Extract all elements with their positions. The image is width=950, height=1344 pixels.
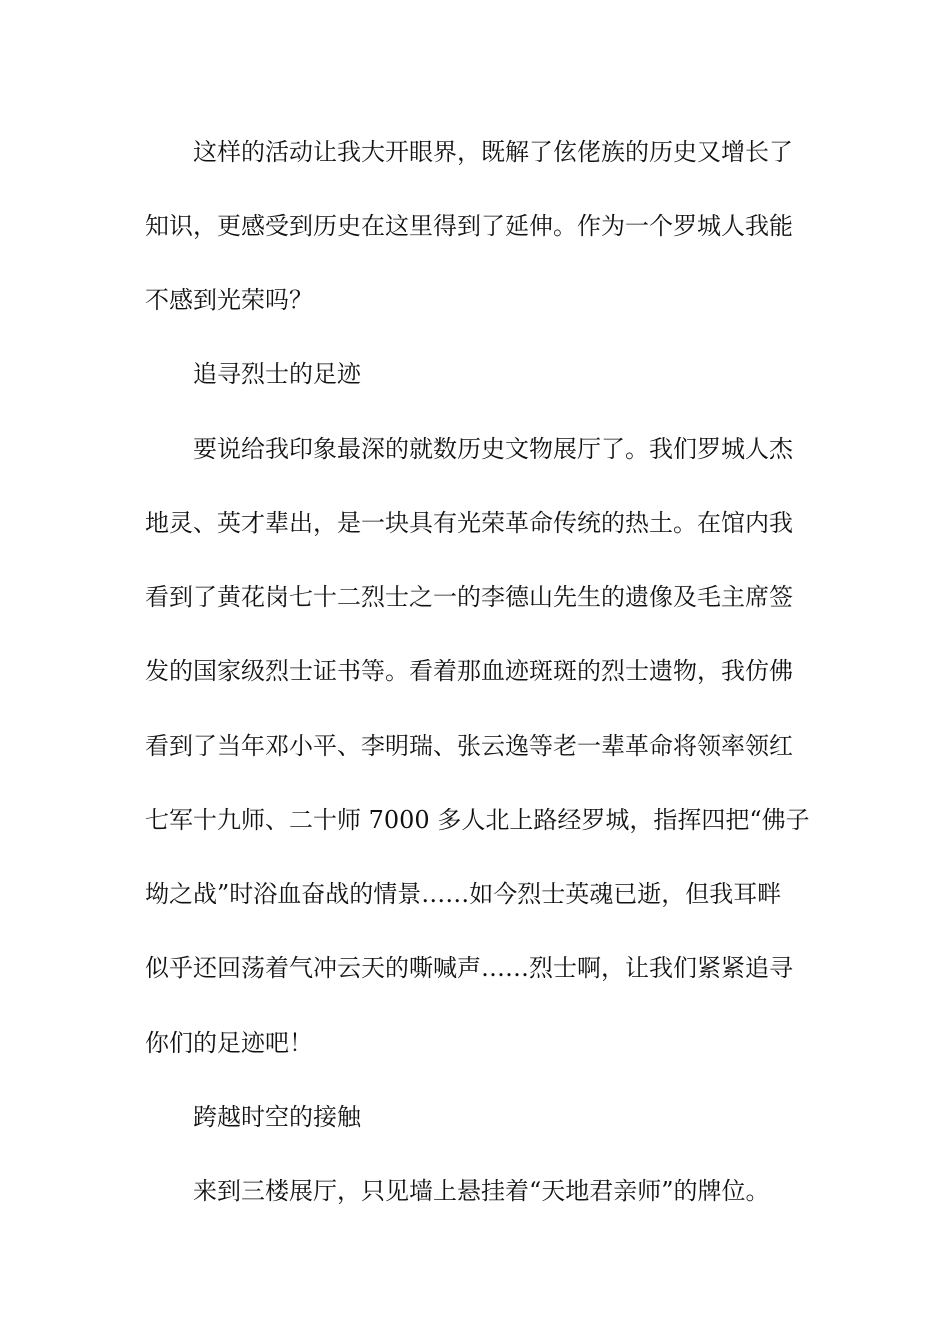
paragraph-1-line-3: 不感到光荣吗？: [145, 286, 313, 314]
paragraph-2-line-4: 发的国家级烈士证书等。看着那血迹斑斑的烈士遗物，我仿佛: [145, 657, 793, 685]
paragraph-1-line-1: 这样的活动让我大开眼界，既解了伭佬族的历史又增长了: [193, 138, 793, 166]
paragraph-1-line-2: 知识，更感受到历史在这里得到了延伸。作为一个罗城人我能: [145, 212, 793, 240]
paragraph-2-line-2: 地灵、英才辈出，是一块具有光荣革命传统的热土。在馆内我: [145, 509, 793, 537]
paragraph-2-line-9: 你们的足迹吧！: [145, 1029, 313, 1057]
section-heading-2: 跨越时空的接触: [193, 1103, 361, 1131]
paragraph-2-line-1: 要说给我印象最深的就数历史文物展厅了。我们罗城人杰: [193, 435, 793, 463]
paragraph-3-line-1: 来到三楼展厅，只见墙上悬挂着“天地君亲师”的牌位。: [193, 1177, 770, 1205]
paragraph-2-line-3: 看到了黄花岗七十二烈士之一的李德山先生的遗像及毛主席签: [145, 583, 793, 611]
paragraph-2-line-7: 坳之战”时浴血奋战的情景……如今烈士英魂已逝，但我耳畔: [145, 880, 782, 908]
paragraph-2-line-6: 七军十九师、二十师 7000 多人北上路经罗城，指挥四把“佛子: [145, 806, 810, 834]
paragraph-2-line-5: 看到了当年邓小平、李明瑞、张云逸等老一辈革命将领率领红: [145, 732, 793, 760]
paragraph-2-line-8: 似乎还回荡着气冲云天的嘶喊声……烈士啊，让我们紧紧追寻: [145, 954, 793, 982]
section-heading-1: 追寻烈士的足迹: [193, 360, 361, 388]
